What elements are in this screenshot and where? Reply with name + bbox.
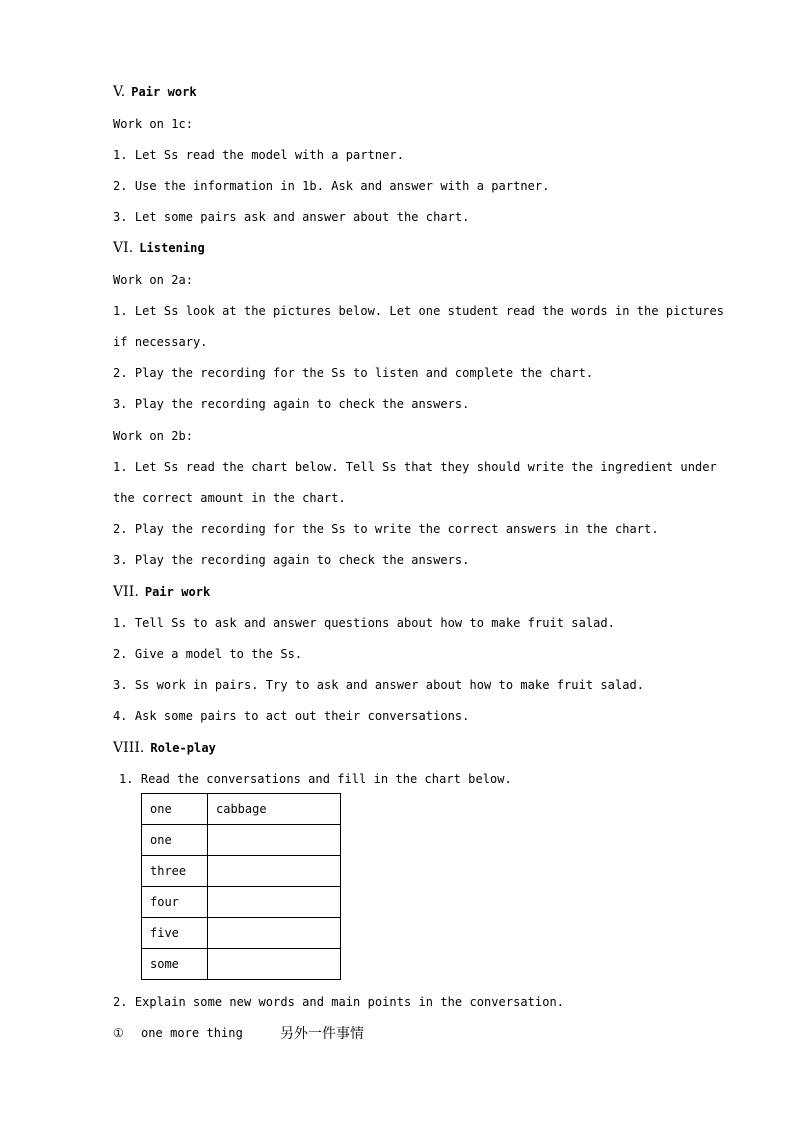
text-line: 2. Play the recording for the Ss to write the correct answers in the chart. [113, 522, 659, 536]
table-row [142, 918, 341, 949]
section-title: Listening [139, 241, 205, 255]
fill-in-chart [141, 793, 341, 980]
text-line: Work on 2a: [113, 273, 194, 287]
ingredient-cell [208, 949, 341, 980]
amount-cell: three [142, 856, 208, 887]
ingredient-cell [208, 856, 341, 887]
table-row [142, 825, 341, 856]
text-line: 1. Read the conversations and fill in the chart below. [119, 772, 512, 786]
vocab-chinese: 另外一件事情 [280, 1026, 364, 1042]
amount-cell: four [142, 887, 208, 918]
text-line: 3. Play the recording again to check the answers. [113, 553, 470, 567]
section-title: Pair work [131, 85, 197, 99]
section-title: Pair work [144, 585, 211, 599]
vocab-english: one more thing [141, 1026, 243, 1040]
amount-cell: five [142, 918, 208, 949]
text-line: 2. Play the recording for the Ss to listen and complete the chart. [113, 366, 594, 380]
text-line: if necessary. [113, 335, 208, 349]
ingredient-cell: cabbage [208, 794, 341, 825]
text-line: 4. Ask some pairs to act out their conversations. [113, 709, 470, 723]
amount-cell: one [142, 794, 208, 825]
section-number: VIII. [113, 740, 145, 756]
amount-cell: some [142, 949, 208, 980]
ingredient-cell [208, 887, 341, 918]
text-line: 3. Let some pairs ask and answer about the chart. [113, 210, 470, 224]
table-row [142, 887, 341, 918]
section-number: VII. [113, 584, 139, 600]
section-heading-8 [113, 740, 216, 756]
text-line: 3. Play the recording again to check the answers. [113, 397, 470, 411]
text-line: 1. Let Ss read the model with a partner. [113, 148, 404, 162]
table-row [142, 794, 341, 825]
ingredient-cell [208, 825, 341, 856]
table-row [142, 949, 341, 980]
section-heading-6 [113, 240, 205, 256]
table-row [142, 856, 341, 887]
text-line: 1. Let Ss read the chart below. Tell Ss that they should write the ingredient under [113, 460, 717, 474]
list-item-marker: ① [113, 1026, 124, 1040]
section-number: VI. [113, 240, 134, 256]
section-number: V. [113, 84, 126, 100]
amount-cell: one [142, 825, 208, 856]
text-line: 1. Let Ss look at the pictures below. Let one student read the words in the pictures [113, 304, 725, 318]
text-line: 2. Give a model to the Ss. [113, 647, 303, 661]
text-line: 3. Ss work in pairs. Try to ask and answer about how to make fruit salad. [113, 678, 645, 692]
section-title: Role-play [150, 741, 216, 755]
text-line: Work on 2b: [113, 429, 194, 443]
section-heading-7 [113, 584, 210, 600]
text-line: Work on 1c: [113, 117, 194, 131]
ingredient-cell [208, 918, 341, 949]
text-line: 2. Use the information in 1b. Ask and answer with a partner. [113, 179, 550, 193]
section-heading-5 [113, 84, 197, 100]
text-line: the correct amount in the chart. [113, 491, 346, 505]
text-line: 1. Tell Ss to ask and answer questions about how to make fruit salad. [113, 616, 615, 630]
text-line: 2. Explain some new words and main points in the conversation. [113, 995, 565, 1009]
